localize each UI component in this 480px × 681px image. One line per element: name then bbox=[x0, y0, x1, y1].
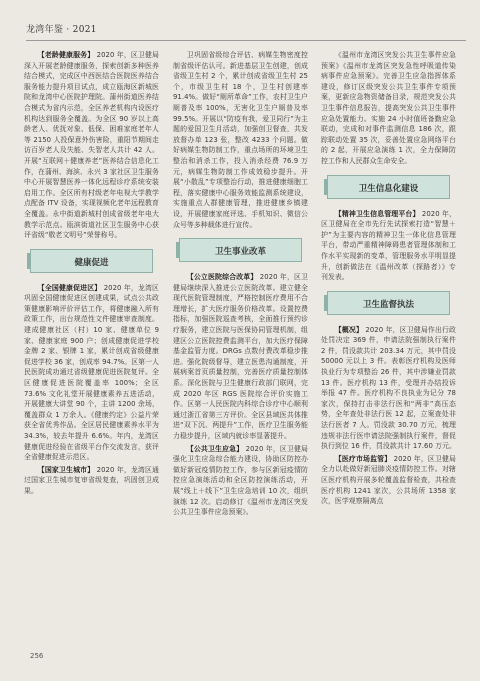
paragraph bbox=[173, 272, 308, 442]
entry-tag: 【全国健康促进区】 bbox=[37, 283, 102, 292]
paragraph bbox=[321, 50, 456, 167]
entry-tag: 【医疗市场监管】 bbox=[334, 454, 392, 463]
section-heading bbox=[327, 175, 450, 199]
section-heading bbox=[30, 249, 153, 273]
paragraph bbox=[24, 50, 159, 241]
paragraph bbox=[173, 444, 308, 518]
entry-text: 2020 年，区卫健局全力以赴做好新冠肺炎疫情防控工作。对辖区医疗机构开展多轮覆盖监督检查，共检查医疗机构 1241 家次，公共场所 1358 家次，医学观察隔离点 bbox=[321, 454, 456, 506]
entry-text: 2020 年，区卫健局强化卫生应急综合能力建设，协助区防控办做好新冠疫情防控工作，参与区新冠疫情防控应急演练活动和全区防控演练活动，开展“线上＋线下”卫生应急培训 10 次，组织演练 12 次。启动修订《温州市龙湾区突发公共卫生事件应急预案》。 bbox=[173, 444, 308, 517]
paragraph bbox=[321, 325, 456, 452]
section-heading bbox=[327, 291, 450, 315]
entry-tag: 【老龄健康服务】 bbox=[37, 51, 95, 59]
column-1 bbox=[24, 50, 159, 660]
entry-tag: 【精神卫生信息管理平台】 bbox=[334, 209, 420, 218]
section-heading-text: 卫生事业改革 bbox=[214, 247, 266, 258]
entry-text: 2020 年，区卫健局在全市先行先试探索打造“智慧＋护”为主要内容的精神卫生一体化信息管理平台，带动严重精神障碍患者管理体制和工作水平实现新的变革，管理服务水平明显提升，创新做法在《温州改革（探路者）》专刊发表。 bbox=[321, 209, 456, 282]
entry-tag: 【国家卫生城市】 bbox=[37, 465, 95, 474]
paragraph bbox=[173, 50, 308, 230]
entry-text: 2020 年，区卫健局继续深入推进公立医院改革。建立健全现代医院管理制度，严格控制医疗费用不合理增长，扩大医疗服务价格改革。设置控费指标，加强医院巡查考核，全面推行预约诊疗服务，建立医院与医保协同管理机制，组建区公立医院控费监测平台，加大医疗保障基金监管力度。DRGs 点数付费改革稳步推进。强化院级督导，建立医患沟通制度，开展病案首页质量控制，完善医疗质量控制体系。深化医院与卫生健康行政部门联网，完成 2020 年区 RGS 医院综合评价实施工作。区第一人民医院内科综合诊疗中心顺利通过浙江省第三方评价。全区县域医共体推进“双下沉、两提升”工作，医疗卫生服务能力稳步提升，区域内就诊率显著提升。 bbox=[173, 273, 308, 440]
entry-text: 卫巩固省级综合评估、病媒生物密度控制省级评估认可。新进基层卫生创建，创成省级卫生村 2 个，累计创成省级卫生村 25 个，市级卫生村 18 个，卫生村创建率 91.4%。做好“厕所革命”工作，农村卫生户厕普及率 100%，无害化卫生户厕普及率 99.5%。开展以“防疫有我，爱卫同行”为主题的爱国卫生月活动，加强创卫督查，共发放督办单 123 张，整改 4233 个问题。做好病媒生物防制工作，重点场所的环境卫生整治和消杀工作，投入消杀经费 76.9 万元，病媒生物防制工作成效稳步提升。开展“小散乱”专项整治行动，推进健康细胞工程，落实健康中心服务效能监测系统建设，实施重点人群健康管理，推进健康乡镇建设，开展健康家庭评选、手机知识、微信公众号等多种载体进行宣传。 bbox=[173, 51, 308, 229]
section-heading-text: 卫生监督执法 bbox=[362, 299, 414, 310]
entry-text: 2020 年，区卫健局深入开展老龄健康服务，探索创新多种医养结合模式，完成区中西医结合医院医养结合服务能力提升项目试点，成立瓯海区新城医院和龙湾中心医院护理院。蒲州街道医养结合模式为省内示范，全区养老机构内设医疗机构达到服务全覆盖。为全区 90 岁以上高龄老人、优抚对象、低保、困难家庭老年人等 2150 人投保意外伤害险，重阳节期间走访百岁老人及失能、失智老人共计 42 人。开展“互联网＋健康养老”医养结合信息化工作，在蒲州、海滨、永兴 3 家社区卫生服务中心开展智慧医养一体化远程诊疗系统安装启用工作。全区所有村级老年电视大学教学点配备 ITV 设备，实现视频化老年远程教育全覆盖。永中街道新城村创成省级老年电大教学示范点。瓯滨街道社区卫生服务中心获评省级“敬老文明号”荣誉称号。 bbox=[24, 51, 159, 240]
paragraph bbox=[24, 465, 159, 497]
page-number: 256 bbox=[30, 652, 44, 660]
section-heading-text: 卫生信息化建设 bbox=[358, 183, 419, 194]
entry-tag: 【公共卫生应急】 bbox=[186, 444, 244, 453]
running-header: 龙湾年鉴 · 2021 bbox=[26, 22, 466, 41]
paragraph bbox=[321, 454, 456, 507]
column-2 bbox=[173, 50, 308, 660]
section-heading-text: 健康促进 bbox=[74, 257, 109, 268]
entry-tag: 【公立医院综合改革】 bbox=[186, 273, 258, 282]
section-heading bbox=[179, 238, 302, 262]
paragraph bbox=[24, 283, 159, 463]
entry-text: 2020 年，龙湾区巩固全国健康促进区创建成果，试点公共政策健康影响评价评估工作，将健康融入所有政策工作，出台规范性文件健康审查制度。建成健康社区（村）10 家、健康单位 9 家、健康家庭 900 户；创成健康促进学校金牌 2 家、银牌 1 家，累计创成省级健康促进学校 36 家，创成率 94.7%。区第一人民医院成功通过省级健康促进医院复评。全区健康促进医院覆盖率 100%；全区 73.6% 文化礼堂开展健康素养五进活动，开展健康大讲堂 90 个，主讲 1200 余场，覆盖群众 1 万余人。《健康约定》公益片荣获全省优秀作品。全区居民健康素养水平为 34.3%，较去年提升 6.6%。年内，龙湾区健康促进经验在省级平台作交流发言，获评全省健康促进示范区。 bbox=[24, 283, 159, 462]
entry-text: 2020 年，龙湾区通过国家卫生城市复审省级复查，巩固创卫成果。 bbox=[24, 465, 159, 495]
entry-tag: 【概况】 bbox=[334, 325, 364, 334]
column-3 bbox=[321, 50, 456, 660]
entry-text: 《温州市龙湾区突发公共卫生事件应急预案》《温州市龙湾区突发急性呼吸道传染病事件应急预案》。完善卫生应急指挥体系建设，修订区级突发公共卫生事件专项预案，更新应急物资储备目录，规范突发公共卫生事件信息报告，提高突发公共卫生事件应急处置能力。实施 24 小时值班备勤应急联动，完成和对事件监测信息 186 次，跟踪联动处置 35 次，妥善处置应急网络平台的 2 起，开展应急演练 1 次，全力保障防控工作和人民群众生命安全。 bbox=[321, 51, 456, 165]
entry-text: 2020 年，区卫健局作出行政处罚决定 369 件，申请法院强制执行案件 2 件，罚没款共计 203.34 万元，其中罚没 50000 元以上 3 件。表彰医疗机构及医师执业行为专项整治 26 件，其中涉嫌业罚款 13 件。医疗机构 13 件，受理并办结投诉举报 47 件。医疗机构不良执业为记分 78 家次，保持打击非法行医和“两非”高压态势，全年查处非法行医 12 起，立案查处非法行医者 7 人。罚没款 30.70 万元，梳理违规非法行医申请法院强制执行案件，督促执行到位 16 件，罚没款共计 17.60 万元。 bbox=[321, 325, 456, 451]
paragraph bbox=[321, 209, 456, 283]
